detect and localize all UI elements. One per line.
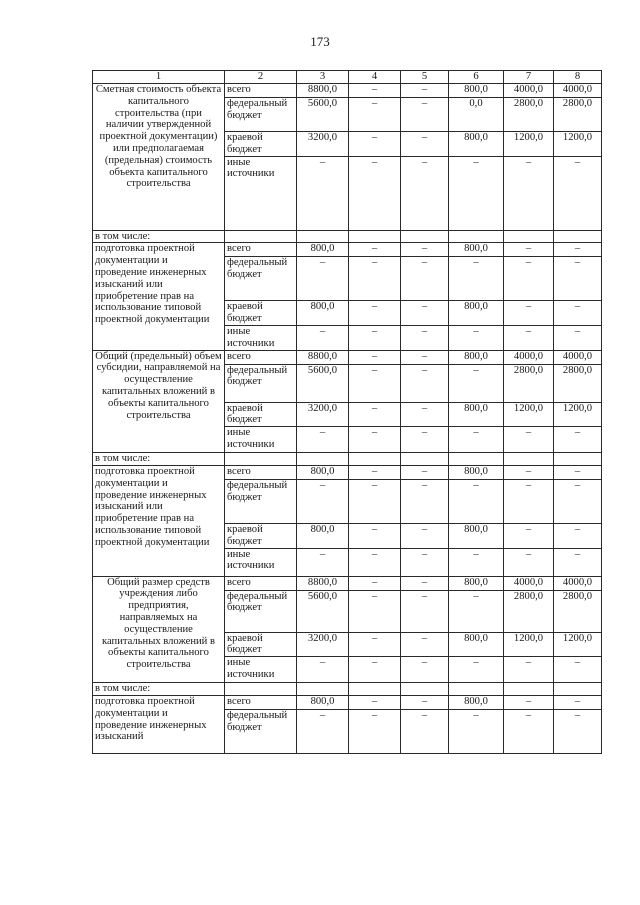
value-cell: – [554, 301, 602, 326]
value-cell: – [449, 427, 504, 453]
value-cell: – [554, 257, 602, 301]
empty-cell [401, 683, 449, 696]
value-cell: – [401, 632, 449, 657]
column-number: 8 [554, 71, 602, 84]
value-cell: – [504, 523, 554, 548]
value-cell: – [554, 427, 602, 453]
value-cell: – [349, 709, 401, 753]
column-number: 6 [449, 71, 504, 84]
value-cell: – [297, 325, 349, 350]
value-cell: – [297, 427, 349, 453]
value-cell: 800,0 [449, 523, 504, 548]
value-cell: 800,0 [297, 695, 349, 709]
empty-cell [225, 683, 297, 696]
value-cell: – [504, 257, 554, 301]
value-cell: – [349, 632, 401, 657]
column-number: 7 [504, 71, 554, 84]
empty-cell [449, 683, 504, 696]
value-cell: – [401, 243, 449, 257]
column-number-row [93, 71, 602, 84]
value-cell: – [349, 465, 401, 479]
value-cell: – [297, 479, 349, 523]
value-cell: 5600,0 [297, 98, 349, 132]
value-cell: 800,0 [297, 301, 349, 326]
value-cell: 2800,0 [504, 364, 554, 402]
subheader-label: в том числе: [93, 453, 225, 466]
funding-source: краевой бюджет [225, 132, 297, 157]
empty-cell [554, 683, 602, 696]
value-cell: – [349, 695, 401, 709]
value-cell: 4000,0 [504, 350, 554, 364]
empty-cell [401, 230, 449, 243]
value-cell: 800,0 [449, 402, 504, 427]
value-cell: – [401, 350, 449, 364]
value-cell: 1200,0 [504, 132, 554, 157]
funding-source: иные источники [225, 427, 297, 453]
value-cell: 2800,0 [554, 364, 602, 402]
empty-cell [297, 230, 349, 243]
value-cell: – [349, 364, 401, 402]
item-name: подготовка проектной документации и проведение инженерных изысканий или приобретение прав на использование типовой проектной документации [93, 465, 225, 576]
value-cell: – [554, 523, 602, 548]
value-cell: – [297, 548, 349, 576]
value-cell: – [504, 243, 554, 257]
table-row [93, 350, 602, 364]
value-cell: – [449, 156, 504, 230]
empty-cell [297, 453, 349, 466]
funding-source: федеральный бюджет [225, 257, 297, 301]
value-cell: 800,0 [449, 695, 504, 709]
value-cell: 800,0 [449, 301, 504, 326]
page-number: 173 [310, 34, 330, 49]
value-cell: 800,0 [449, 243, 504, 257]
funding-source: всего [225, 465, 297, 479]
value-cell: 4000,0 [554, 84, 602, 98]
value-cell: 800,0 [449, 84, 504, 98]
value-cell: 3200,0 [297, 132, 349, 157]
subheader-label: в том числе: [93, 230, 225, 243]
funding-source: федеральный бюджет [225, 590, 297, 632]
value-cell: – [504, 427, 554, 453]
value-cell: – [449, 479, 504, 523]
item-name: Общий размер средств учреждения либо предприятия, направляемых на осуществление капитальных вложений в объекты капитального строительства [93, 576, 225, 683]
value-cell: – [401, 402, 449, 427]
value-cell: – [504, 548, 554, 576]
subheader-label: в том числе: [93, 683, 225, 696]
value-cell: – [449, 548, 504, 576]
column-number: 1 [93, 71, 225, 84]
empty-cell [225, 453, 297, 466]
value-cell: – [401, 590, 449, 632]
value-cell: 1200,0 [504, 632, 554, 657]
funding-source: федеральный бюджет [225, 709, 297, 753]
value-cell: 4000,0 [504, 84, 554, 98]
item-name: Общий (предельный) объем субсидии, направляемой на осуществление капитальных вложений в объекты капитального строительства [93, 350, 225, 453]
value-cell: – [349, 548, 401, 576]
value-cell: – [504, 657, 554, 683]
value-cell: – [504, 709, 554, 753]
funding-source: краевой бюджет [225, 632, 297, 657]
value-cell: – [504, 479, 554, 523]
funding-source: федеральный бюджет [225, 364, 297, 402]
empty-cell [554, 230, 602, 243]
subheader-row [93, 230, 602, 243]
empty-cell [349, 230, 401, 243]
value-cell: – [349, 590, 401, 632]
value-cell: – [401, 523, 449, 548]
value-cell: – [349, 84, 401, 98]
value-cell: – [349, 243, 401, 257]
funding-source: всего [225, 84, 297, 98]
empty-cell [554, 453, 602, 466]
value-cell: – [349, 523, 401, 548]
value-cell: 5600,0 [297, 364, 349, 402]
value-cell: 800,0 [297, 243, 349, 257]
value-cell: – [349, 325, 401, 350]
funding-source: иные источники [225, 548, 297, 576]
value-cell: – [349, 576, 401, 590]
funding-source: федеральный бюджет [225, 98, 297, 132]
funding-source: краевой бюджет [225, 523, 297, 548]
value-cell: 1200,0 [504, 402, 554, 427]
table-row [93, 243, 602, 257]
value-cell: – [449, 364, 504, 402]
value-cell: – [349, 427, 401, 453]
column-number: 4 [349, 71, 401, 84]
value-cell: – [401, 257, 449, 301]
value-cell: – [401, 98, 449, 132]
subheader-row [93, 453, 602, 466]
empty-cell [349, 453, 401, 466]
value-cell: – [554, 657, 602, 683]
value-cell: 800,0 [449, 465, 504, 479]
value-cell: – [297, 657, 349, 683]
value-cell: – [349, 98, 401, 132]
funding-source: всего [225, 576, 297, 590]
value-cell: – [449, 325, 504, 350]
funding-source: иные источники [225, 156, 297, 230]
value-cell: – [349, 479, 401, 523]
empty-cell [349, 683, 401, 696]
funding-source: всего [225, 350, 297, 364]
value-cell: 800,0 [449, 632, 504, 657]
value-cell: – [504, 695, 554, 709]
value-cell: – [554, 156, 602, 230]
value-cell: – [504, 301, 554, 326]
value-cell: 4000,0 [504, 576, 554, 590]
value-cell: – [554, 465, 602, 479]
value-cell: – [554, 479, 602, 523]
empty-cell [504, 453, 554, 466]
value-cell: 8800,0 [297, 84, 349, 98]
value-cell: 2800,0 [554, 98, 602, 132]
value-cell: – [401, 156, 449, 230]
value-cell: 3200,0 [297, 632, 349, 657]
value-cell: – [349, 402, 401, 427]
value-cell: 800,0 [449, 576, 504, 590]
empty-cell [504, 683, 554, 696]
value-cell: – [504, 465, 554, 479]
value-cell: – [401, 576, 449, 590]
funding-source: федеральный бюджет [225, 479, 297, 523]
value-cell: 0,0 [449, 98, 504, 132]
value-cell: – [504, 156, 554, 230]
value-cell: – [554, 243, 602, 257]
empty-cell [401, 453, 449, 466]
value-cell: – [349, 132, 401, 157]
item-name: подготовка проектной документации и проведение инженерных изысканий или приобретение прав на использование типовой проектной документации [93, 243, 225, 350]
value-cell: – [297, 709, 349, 753]
value-cell: – [554, 325, 602, 350]
table-row [93, 576, 602, 590]
value-cell: – [554, 695, 602, 709]
value-cell: – [401, 427, 449, 453]
column-number: 5 [401, 71, 449, 84]
funding-source: всего [225, 695, 297, 709]
empty-cell [297, 683, 349, 696]
column-number: 3 [297, 71, 349, 84]
value-cell: – [401, 84, 449, 98]
value-cell: – [401, 479, 449, 523]
table-row [93, 695, 602, 709]
value-cell: 1200,0 [554, 402, 602, 427]
empty-cell [449, 230, 504, 243]
value-cell: 1200,0 [554, 632, 602, 657]
value-cell: – [349, 257, 401, 301]
value-cell: – [504, 325, 554, 350]
value-cell: – [297, 156, 349, 230]
value-cell: – [349, 657, 401, 683]
value-cell: – [449, 590, 504, 632]
value-cell: 4000,0 [554, 576, 602, 590]
value-cell: 800,0 [449, 132, 504, 157]
value-cell: – [401, 465, 449, 479]
value-cell: 800,0 [449, 350, 504, 364]
funding-source: всего [225, 243, 297, 257]
empty-cell [449, 453, 504, 466]
value-cell: 3200,0 [297, 402, 349, 427]
funding-source: краевой бюджет [225, 402, 297, 427]
value-cell: – [401, 657, 449, 683]
value-cell: 2800,0 [504, 98, 554, 132]
value-cell: – [401, 301, 449, 326]
table-row [93, 465, 602, 479]
value-cell: – [401, 695, 449, 709]
value-cell: – [349, 301, 401, 326]
funding-source: иные источники [225, 325, 297, 350]
value-cell: – [554, 709, 602, 753]
empty-cell [504, 230, 554, 243]
budget-table [92, 70, 602, 754]
subheader-row [93, 683, 602, 696]
value-cell: – [297, 257, 349, 301]
value-cell: – [449, 257, 504, 301]
value-cell: – [449, 657, 504, 683]
item-name: подготовка проектной документации и проведение инженерных изысканий [93, 695, 225, 753]
column-number: 2 [225, 71, 297, 84]
value-cell: – [349, 156, 401, 230]
value-cell: 8800,0 [297, 576, 349, 590]
table-body [93, 71, 602, 754]
value-cell: 800,0 [297, 523, 349, 548]
value-cell: – [401, 548, 449, 576]
table-row [93, 84, 602, 98]
funding-source: краевой бюджет [225, 301, 297, 326]
value-cell: – [401, 132, 449, 157]
value-cell: 4000,0 [554, 350, 602, 364]
value-cell: – [449, 709, 504, 753]
value-cell: – [554, 548, 602, 576]
value-cell: – [401, 364, 449, 402]
value-cell: 8800,0 [297, 350, 349, 364]
empty-cell [225, 230, 297, 243]
value-cell: 2800,0 [504, 590, 554, 632]
value-cell: – [401, 325, 449, 350]
item-name: Сметная стоимость объекта капитального строительства (при наличии утвержденной проектной документации) или предполагаемая (предельная) стоимость объекта капитального строительства [93, 84, 225, 231]
value-cell: 2800,0 [554, 590, 602, 632]
value-cell: 800,0 [297, 465, 349, 479]
funding-source: иные источники [225, 657, 297, 683]
value-cell: – [401, 709, 449, 753]
value-cell: 1200,0 [554, 132, 602, 157]
value-cell: 5600,0 [297, 590, 349, 632]
value-cell: – [349, 350, 401, 364]
